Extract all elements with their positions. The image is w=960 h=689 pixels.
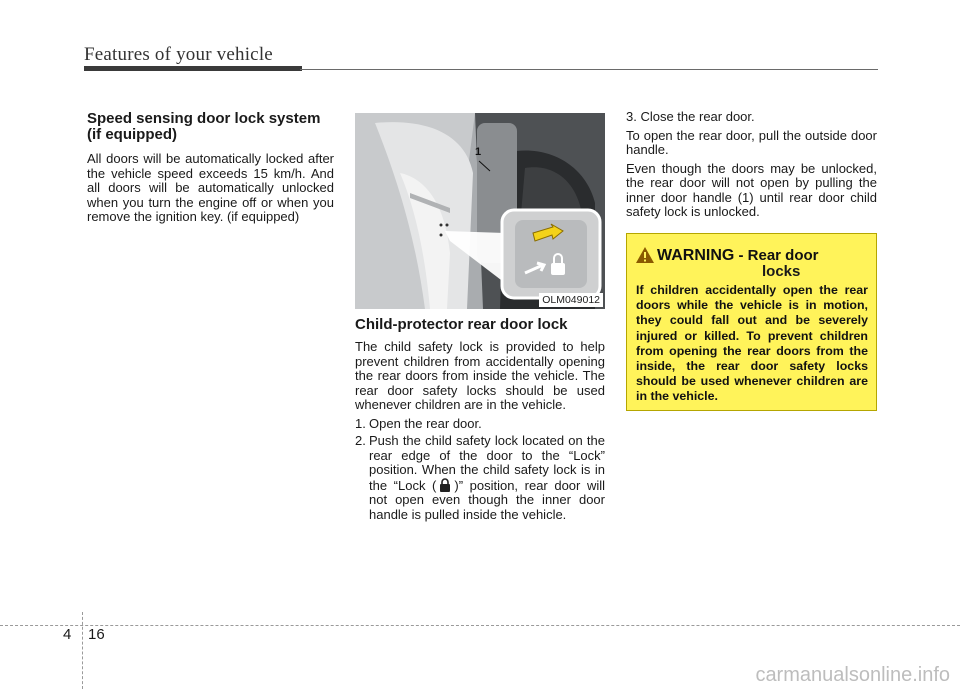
step-2-text-a: Push the child safety lock located on the rear edge of the door to the “Lock” position. When the child safety lock is in the “Lock ( xyxy=(369,433,605,493)
footer-rule xyxy=(0,625,960,626)
door-lock-illustration xyxy=(355,113,605,309)
child-lock-body: The child safety lock is provided to help prevent children from accidentally opening the rear doors from inside the vehicle. The rear door safety locks should be used whenever children are in the vehicle. xyxy=(355,339,605,412)
warning-triangle-icon xyxy=(635,246,655,264)
step-3-text: 3. Close the rear door. xyxy=(626,109,755,124)
figure-code: OLM049012 xyxy=(539,293,603,307)
step-2-text-b: )” position, rear door will not open even though the inner door handle is pulled inside the vehicle. xyxy=(369,477,605,522)
warning-title-text: - Rear door xyxy=(738,247,819,264)
warning-label: WARNING xyxy=(657,247,735,264)
child-lock-steps xyxy=(355,417,605,523)
step-2-text xyxy=(369,434,605,522)
header-bar xyxy=(84,66,302,71)
speed-lock-body: All doors will be automatically locked after the vehicle speed exceeds 15 km/h. And all doors will be automatically unlocked when you turn the engine off or when you remove the ignition key. (if equipped) xyxy=(87,151,334,224)
step-1 xyxy=(355,417,605,432)
lock-icon xyxy=(438,478,452,492)
warning-box xyxy=(626,233,877,411)
warning-subtitle: locks xyxy=(762,263,801,280)
step-2-number: 2. xyxy=(355,433,366,448)
rear-door-para2: Even though the doors may be unlocked, the rear door will not open by pulling the inner door handle (1) until rear door child safety lock is unlocked. xyxy=(626,160,877,219)
speed-lock-heading-line2: (if equipped) xyxy=(87,126,177,143)
door-illustration-svg xyxy=(355,113,605,309)
column-speed-sensing xyxy=(87,111,334,225)
step-2 xyxy=(355,434,605,522)
speed-lock-heading-line1: Speed sensing door lock system xyxy=(87,110,321,127)
column-rear-door xyxy=(626,110,877,224)
header-rule xyxy=(300,69,878,70)
warning-text: If children accidentally open the rear doors while the vehicle is in motion, they could fall out and be severely injured or killed. To prevent children from opening the rear doors from the inside, the rear door safety locks should be used whenever children are in the vehicle. xyxy=(636,283,868,404)
page-header-title: Features of your vehicle xyxy=(84,44,273,65)
footer-divider xyxy=(82,612,83,689)
child-lock-heading: Child-protector rear door lock xyxy=(355,316,568,333)
watermark: carmanualsonline.info xyxy=(755,664,950,686)
step-1-number: 1. xyxy=(355,415,366,431)
page-number: 16 xyxy=(88,626,105,643)
column-child-lock xyxy=(355,113,605,522)
chapter-number: 4 xyxy=(63,626,72,643)
rear-door-para1: To open the rear door, pull the outside door handle. xyxy=(626,127,877,157)
step-1-text: Open the rear door. xyxy=(369,415,482,431)
figure-callout-1: 1 xyxy=(475,146,482,158)
speed-lock-heading xyxy=(87,111,334,143)
